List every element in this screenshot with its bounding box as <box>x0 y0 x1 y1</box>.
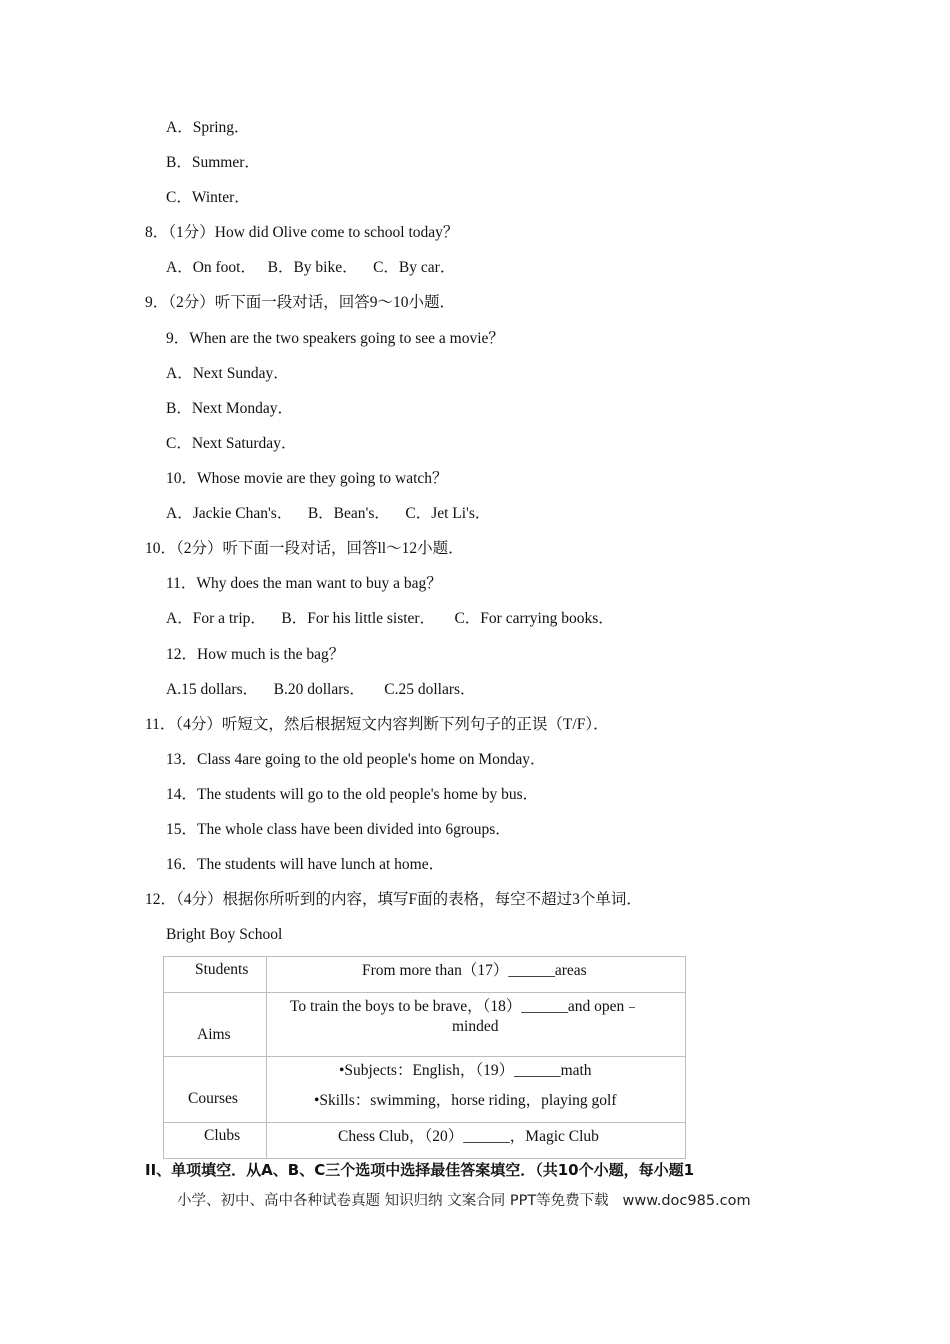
q7-option-b: B．Summer． <box>166 154 260 171</box>
sub13-statement: 13．Class 4are going to the old people's home on Monday． <box>166 751 546 768</box>
q7-option-a: A．Spring． <box>166 119 250 136</box>
table-label-cell <box>164 957 267 993</box>
table-content-cell <box>267 993 686 1057</box>
row-label-students: Students <box>195 961 249 978</box>
q12-stem: 12．（4分）根据你所听到的内容，填写F面的表格，每空不超过3个单词． <box>145 891 642 908</box>
sub15-statement: 15．The whole class have been divided into 6groups． <box>166 821 511 838</box>
q10-stem: 10．（2分）听下面一段对话，回答ll～12小题． <box>145 540 464 557</box>
table-label-cell <box>164 1123 267 1159</box>
sub9-option-a: A．Next Sunday． <box>166 365 289 382</box>
students-content: From more than（17）______areas <box>362 962 587 979</box>
table-caption: Bright Boy School <box>166 926 283 943</box>
q11-stem: 11．（4分）听短文，然后根据短文内容判断下列句子的正误（T/F）． <box>145 716 609 733</box>
table-content-cell <box>267 1123 686 1159</box>
q8-stem: 8．（1分）How did Olive come to school today？ <box>145 224 459 241</box>
table-row <box>164 993 686 1057</box>
sub14-statement: 14．The students will go to the old people's home by bus． <box>166 786 539 803</box>
q9-stem: 9．（2分）听下面一段对话，回答9～10小题． <box>145 294 456 311</box>
row-label-courses: Courses <box>188 1090 238 1107</box>
table-label-cell <box>164 1057 267 1123</box>
table-content-cell <box>267 1057 686 1123</box>
courses-subjects: •Subjects：English，（19）______math <box>339 1062 592 1079</box>
sub9-option-b: B．Next Monday． <box>166 400 294 417</box>
table-label-cell <box>164 993 267 1057</box>
sub9-question: 9．When are the two speakers going to see a movie？ <box>166 330 504 347</box>
aims-content-line2: minded <box>452 1018 499 1035</box>
clubs-content: Chess Club，（20）______，Magic Club <box>338 1128 599 1145</box>
sub16-statement: 16．The students will have lunch at home． <box>166 856 445 873</box>
sub10-options: A．Jackie Chan's． B．Bean's． C．Jet Li's． <box>166 505 491 522</box>
sub9-option-c: C．Next Saturday． <box>166 435 297 452</box>
section-heading: II、单项填空．从A、B、C三个选项中选择最佳答案填空．（共10个小题，每小题1 <box>145 1161 695 1179</box>
page-footer: 小学、初中、高中各种试卷真题 知识归纳 文案合同 PPT等免费下载 www.doc985.com <box>177 1193 751 1209</box>
aims-content-line1: To train the boys to be brave，（18）______and open﹣ <box>290 998 640 1015</box>
sub12-options: A.15 dollars． B.20 dollars． C.25 dollars． <box>166 681 476 698</box>
row-label-clubs: Clubs <box>204 1127 241 1144</box>
courses-skills: •Skills：swimming，horse riding，playing golf <box>314 1092 617 1109</box>
school-info-table <box>163 956 686 1159</box>
sub10-question: 10．Whose movie are they going to watch？ <box>166 470 448 487</box>
sub12-question: 12．How much is the bag？ <box>166 646 345 663</box>
q7-option-c: C．Winter． <box>166 189 250 206</box>
table-row <box>164 1057 686 1123</box>
sub11-options: A．For a trip． B．For his little sister． C．For carrying books． <box>166 610 614 627</box>
table-row <box>164 957 686 993</box>
table-row <box>164 1123 686 1159</box>
sub11-question: 11．Why does the man want to buy a bag？ <box>166 575 442 592</box>
q8-options: A．On foot． B．By bike． C．By car． <box>166 259 456 276</box>
table-content-cell <box>267 957 686 993</box>
row-label-aims: Aims <box>197 1026 231 1043</box>
